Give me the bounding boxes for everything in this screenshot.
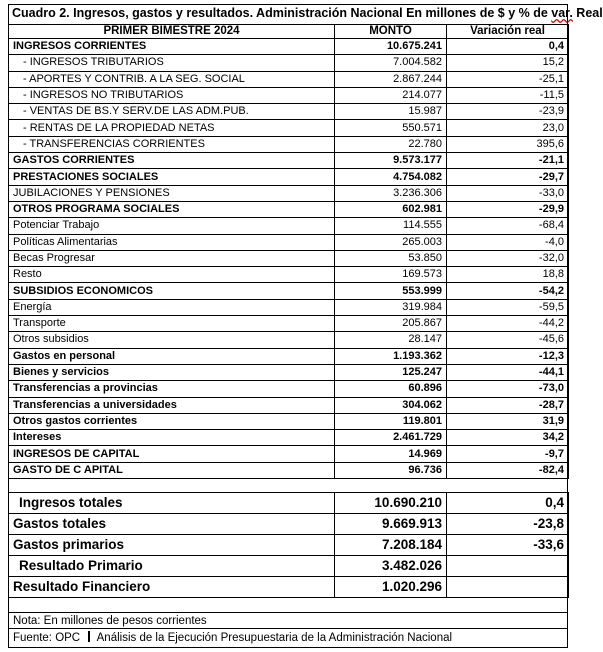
row-label: Transporte <box>9 316 335 332</box>
row-label: - APORTES Y CONTRIB. A LA SEG. SOCIAL <box>9 71 335 87</box>
row-variacion: -12,3 <box>447 348 569 364</box>
row-label: Transferencias a universidades <box>9 397 335 413</box>
row-label: OTROS PROGRAMA SOCIALES <box>9 201 335 217</box>
row-label: Potenciar Trabajo <box>9 218 335 234</box>
row-monto: 3.236.306 <box>335 185 447 201</box>
row-label: PRESTACIONES SOCIALES <box>9 169 335 185</box>
totals-monto: 1.020.296 <box>335 577 447 598</box>
row-monto: 1.193.362 <box>335 348 447 364</box>
table-row <box>9 104 569 120</box>
header-row <box>9 25 569 39</box>
row-monto: 319.984 <box>335 299 447 315</box>
row-variacion: -28,7 <box>447 397 569 413</box>
row-monto: 60.896 <box>335 381 447 397</box>
row-monto: 14.969 <box>335 446 447 462</box>
table-row <box>9 462 569 478</box>
table-row <box>9 250 569 266</box>
row-label: Otros gastos corrientes <box>9 413 335 429</box>
table-row <box>9 283 569 299</box>
source-separator <box>88 631 90 642</box>
row-monto: 125.247 <box>335 364 447 380</box>
row-monto: 7.004.582 <box>335 55 447 71</box>
row-label: Intereses <box>9 430 335 446</box>
table-row <box>9 348 569 364</box>
totals-monto: 10.690.210 <box>335 493 447 514</box>
row-variacion: 23,0 <box>447 120 569 136</box>
table-row <box>9 120 569 136</box>
row-monto: 2.461.729 <box>335 430 447 446</box>
table-row <box>9 332 569 348</box>
row-variacion: -11,5 <box>447 87 569 103</box>
row-label: Energía <box>9 299 335 315</box>
row-monto: 553.999 <box>335 283 447 299</box>
row-label: GASTOS CORRIENTES <box>9 153 335 169</box>
row-variacion: -23,9 <box>447 104 569 120</box>
row-variacion: 395,6 <box>447 136 569 152</box>
table-row <box>9 153 569 169</box>
totals-row <box>9 493 569 514</box>
table-row <box>9 381 569 397</box>
row-label: JUBILACIONES Y PENSIONES <box>9 185 335 201</box>
divider <box>8 628 568 629</box>
row-label: - VENTAS DE BS.Y SERV.DE LAS ADM.PUB. <box>9 104 335 120</box>
table-row <box>9 201 569 217</box>
table-row <box>9 299 569 315</box>
totals-monto: 9.669.913 <box>335 514 447 535</box>
row-label: - INGRESOS TRIBUTARIOS <box>9 55 335 71</box>
table-title <box>12 6 603 20</box>
totals-variacion: 0,4 <box>447 493 569 514</box>
row-monto: 214.077 <box>335 87 447 103</box>
row-label: Otros subsidios <box>9 332 335 348</box>
table-row <box>9 364 569 380</box>
row-monto: 119.801 <box>335 413 447 429</box>
row-variacion: -73,0 <box>447 381 569 397</box>
table-row <box>9 169 569 185</box>
totals-label: Resultado Primario <box>9 556 335 577</box>
totals-label: Resultado Financiero <box>9 577 335 598</box>
table-row <box>9 55 569 71</box>
row-variacion: -32,0 <box>447 250 569 266</box>
totals-monto: 3.482.026 <box>335 556 447 577</box>
table-row <box>9 234 569 250</box>
row-monto: 96.736 <box>335 462 447 478</box>
row-monto: 2.867.244 <box>335 71 447 87</box>
row-variacion: -45,6 <box>447 332 569 348</box>
totals-label: Ingresos totales <box>9 493 335 514</box>
row-variacion: 31,9 <box>447 413 569 429</box>
row-variacion: -44,1 <box>447 364 569 380</box>
totals-label: Gastos primarios <box>9 535 335 556</box>
table-row <box>9 185 569 201</box>
row-label: Transferencias a provincias <box>9 381 335 397</box>
row-label: Resto <box>9 267 335 283</box>
header-monto: MONTO <box>335 25 447 39</box>
row-variacion: -59,5 <box>447 299 569 315</box>
table-row <box>9 316 569 332</box>
table-row <box>9 71 569 87</box>
table-row <box>9 136 569 152</box>
totals-table <box>8 492 569 598</box>
row-variacion: 0,4 <box>447 39 569 55</box>
table-row <box>9 267 569 283</box>
row-variacion: 34,2 <box>447 430 569 446</box>
row-monto: 114.555 <box>335 218 447 234</box>
row-monto: 205.867 <box>335 316 447 332</box>
row-monto: 22.780 <box>335 136 447 152</box>
footnote: Nota: En millones de pesos corrientes <box>13 615 207 627</box>
row-variacion: 15,2 <box>447 55 569 71</box>
title-prefix: Cuadro 2. Ingresos, gastos y resultados. Administración Nacional En millones de $ y % de <box>12 6 552 20</box>
row-label: INGRESOS DE CAPITAL <box>9 446 335 462</box>
title-var: var. <box>551 6 573 20</box>
table-row <box>9 413 569 429</box>
main-table <box>8 24 569 479</box>
row-label: INGRESOS CORRIENTES <box>9 39 335 55</box>
row-variacion: -29,9 <box>447 201 569 217</box>
row-monto: 169.573 <box>335 267 447 283</box>
source-text: Análisis de la Ejecución Presupuestaria de la Administración Nacional <box>96 632 453 644</box>
totals-row <box>9 577 569 598</box>
title-suffix: Real <box>572 6 603 20</box>
row-label: - INGRESOS NO TRIBUTARIOS <box>9 87 335 103</box>
row-variacion: -82,4 <box>447 462 569 478</box>
table-row <box>9 39 569 55</box>
row-variacion: -29,7 <box>447 169 569 185</box>
row-label: - TRANSFERENCIAS CORRIENTES <box>9 136 335 152</box>
row-label: Gastos en personal <box>9 348 335 364</box>
source-label: Fuente: OPC <box>13 632 81 644</box>
row-variacion: -33,0 <box>447 185 569 201</box>
row-monto: 265.003 <box>335 234 447 250</box>
row-variacion: -21,1 <box>447 153 569 169</box>
table-row <box>9 218 569 234</box>
totals-variacion: -33,6 <box>447 535 569 556</box>
row-monto: 602.981 <box>335 201 447 217</box>
table-row <box>9 87 569 103</box>
divider <box>8 612 568 613</box>
totals-variacion: -23,8 <box>447 514 569 535</box>
row-monto: 15.987 <box>335 104 447 120</box>
row-monto: 550.571 <box>335 120 447 136</box>
row-variacion: -25,1 <box>447 71 569 87</box>
totals-row <box>9 556 569 577</box>
totals-variacion <box>447 577 569 598</box>
totals-variacion <box>447 556 569 577</box>
row-variacion: -4,0 <box>447 234 569 250</box>
row-label: Becas Progresar <box>9 250 335 266</box>
source-line <box>13 631 452 644</box>
totals-label: Gastos totales <box>9 514 335 535</box>
row-label: Bienes y servicios <box>9 364 335 380</box>
row-monto: 304.062 <box>335 397 447 413</box>
row-monto: 4.754.082 <box>335 169 447 185</box>
row-monto: 28.147 <box>335 332 447 348</box>
row-variacion: 18,8 <box>447 267 569 283</box>
row-variacion: -9,7 <box>447 446 569 462</box>
table-row <box>9 430 569 446</box>
table-row <box>9 446 569 462</box>
row-variacion: -44,2 <box>447 316 569 332</box>
table-row <box>9 397 569 413</box>
row-variacion: -54,2 <box>447 283 569 299</box>
row-label: GASTO DE C APITAL <box>9 462 335 478</box>
row-label: SUBSIDIOS ECONOMICOS <box>9 283 335 299</box>
row-label: - RENTAS DE LA PROPIEDAD NETAS <box>9 120 335 136</box>
row-monto: 10.675.241 <box>335 39 447 55</box>
totals-row <box>9 514 569 535</box>
header-variacion: Variación real <box>447 25 569 39</box>
totals-row <box>9 535 569 556</box>
row-label: Políticas Alimentarias <box>9 234 335 250</box>
header-period: PRIMER BIMESTRE 2024 <box>9 25 335 39</box>
row-monto: 9.573.177 <box>335 153 447 169</box>
row-variacion: -68,4 <box>447 218 569 234</box>
row-monto: 53.850 <box>335 250 447 266</box>
totals-monto: 7.208.184 <box>335 535 447 556</box>
